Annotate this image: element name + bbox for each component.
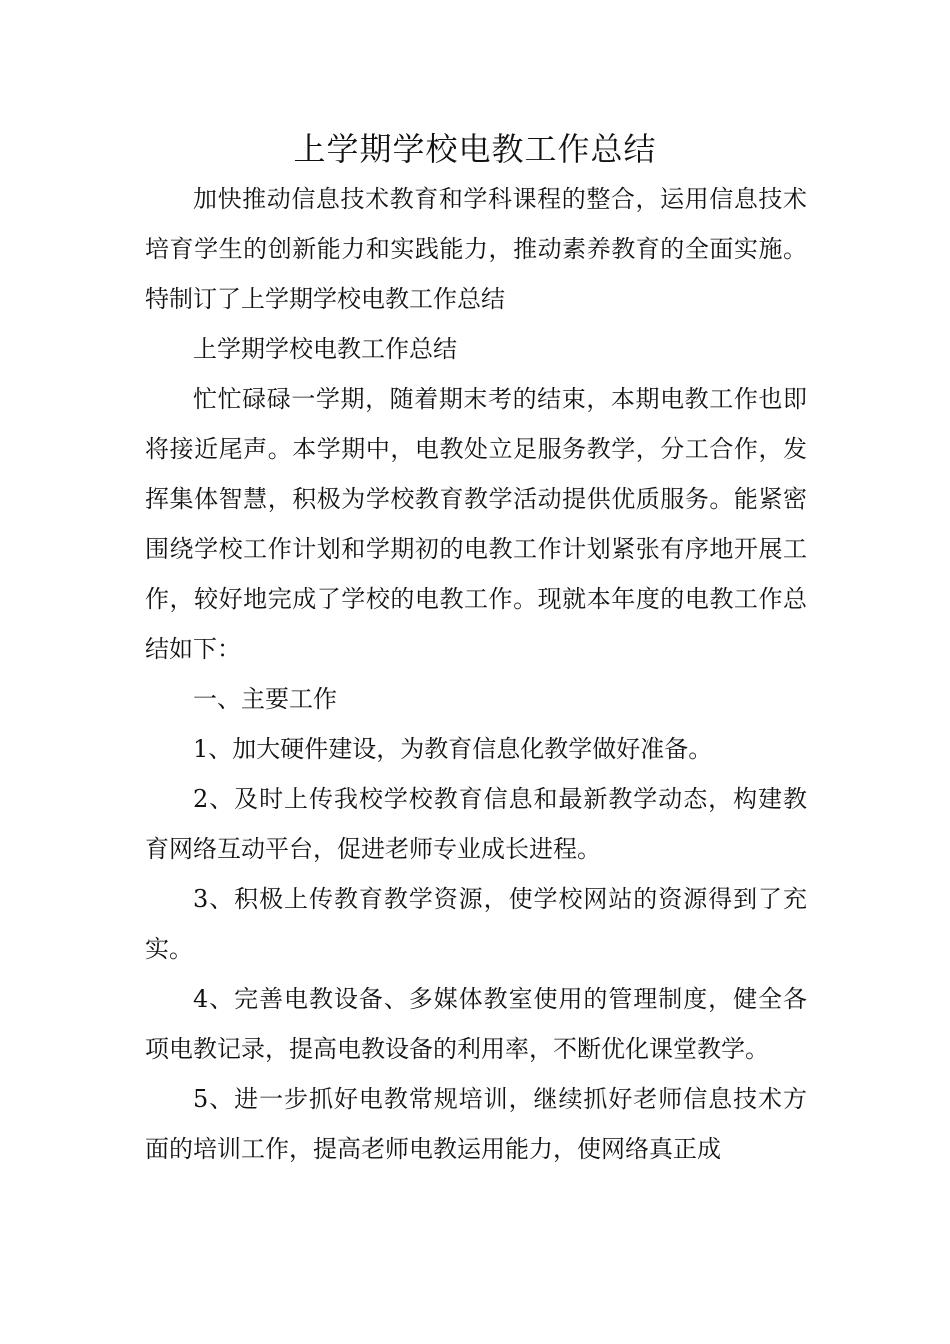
document-title: 上学期学校电教工作总结 <box>293 130 657 168</box>
paragraph-subtitle: 上学期学校电教工作总结 <box>193 335 457 363</box>
list-item-2: 2、及时上传我校学校教育信息和最新教学动态，构建教育网络互动平台，促进老师专业成长进程。 <box>145 785 807 863</box>
document-body <box>145 174 807 1174</box>
paragraph-intro: 加快推动信息技术教育和学科课程的整合，运用信息技术培育学生的创新能力和实践能力，推动素养教育的全面实施。特制订了上学期学校电教工作总结 <box>145 185 807 313</box>
section-heading-main-work: 一、主要工作 <box>193 685 337 713</box>
list-item-5: 5、进一步抓好电教常规培训，继续抓好老师信息技术方面的培训工作，提高老师电教运用能力，使网络真正成 <box>145 1085 807 1163</box>
paragraph-overview: 忙忙碌碌一学期，随着期末考的结束，本期电教工作也即将接近尾声。本学期中，电教处立足服务教学，分工合作，发挥集体智慧，积极为学校教育教学活动提供优质服务。能紧密围绕学校工作计划和学期初的电教工作计划紧张有序地开展工作，较好地完成了学校的电教工作。现就本年度的电教工作总结如下： <box>145 385 807 663</box>
list-item-1: 1、加大硬件建设，为教育信息化教学做好准备。 <box>193 735 713 763</box>
list-item-3: 3、积极上传教育教学资源，使学校网站的资源得到了充实。 <box>145 885 807 963</box>
list-item-4: 4、完善电教设备、多媒体教室使用的管理制度，健全各项电教记录，提高电教设备的利用率，不断优化课堂教学。 <box>145 985 807 1063</box>
